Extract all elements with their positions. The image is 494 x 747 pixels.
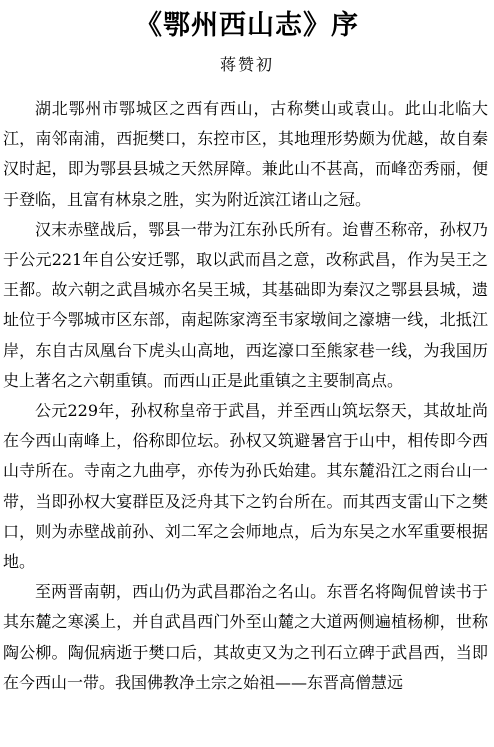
paragraph-4: 至两晋南朝，西山仍为武昌郡治之名山。东晋名将陶侃曾读书于其东麓之寒溪上，并自武昌西门外至山麓之大道两侧遍植杨柳，世称陶公柳。陶侃病逝于樊口后，其故吏又为之刊石立碑于武昌西，当即在今西山一带。我国佛教净土宗之始祖——东晋高僧慧远 <box>3 582 488 692</box>
page-title: 《鄂州西山志》序 <box>135 10 359 41</box>
paragraph-1: 湖北鄂州市鄂城区之西有西山，古称樊山或袁山。此山北临大江，南邻南浦，西扼樊口，东控市区，其地理形势颇为优越，故自秦汉时起，即为鄂县县城之天然屏障。兼此山不甚高，而峰峦秀丽，便于登临，且富有林泉之胜，实为附近滨江诸山之冠。 <box>3 99 488 209</box>
paragraph-3: 公元229年，孙权称皇帝于武昌，并至西山筑坛祭天，其故址尚在今西山南峰上，俗称即位坛。孙权又筑避暑宫于山中，相传即今西山寺所在。寺南之九曲亭，亦传为孙氏始建。其东麓沿江之雨台山一带，当即孙权大宴群臣及泛舟其下之钓台所在。而其西支雷山下之樊口，则为赤壁战前孙、刘二军之会师地点，后为东吴之水军重要根据地。 <box>3 401 488 572</box>
document-body <box>0 94 494 698</box>
paragraph-2: 汉末赤壁战后，鄂县一带为江东孙氏所有。迨曹丕称帝，孙权乃于公元221年自公安迁鄂，取以武而昌之意，改称武昌，作为吴王之王都。故六朝之武昌城亦名吴王城，其基础即为秦汉之鄂县县城，遗址位于今鄂城市区东部，南起陈家湾至韦家墩间之濠塘一线，北抵江岸，东自古凤凰台下虎头山高地，西迄濠口至熊家巷一线，为我国历史上著名之六朝重镇。而西山正是此重镇之主要制高点。 <box>3 219 488 390</box>
author-name: 蒋赞初 <box>219 55 274 74</box>
